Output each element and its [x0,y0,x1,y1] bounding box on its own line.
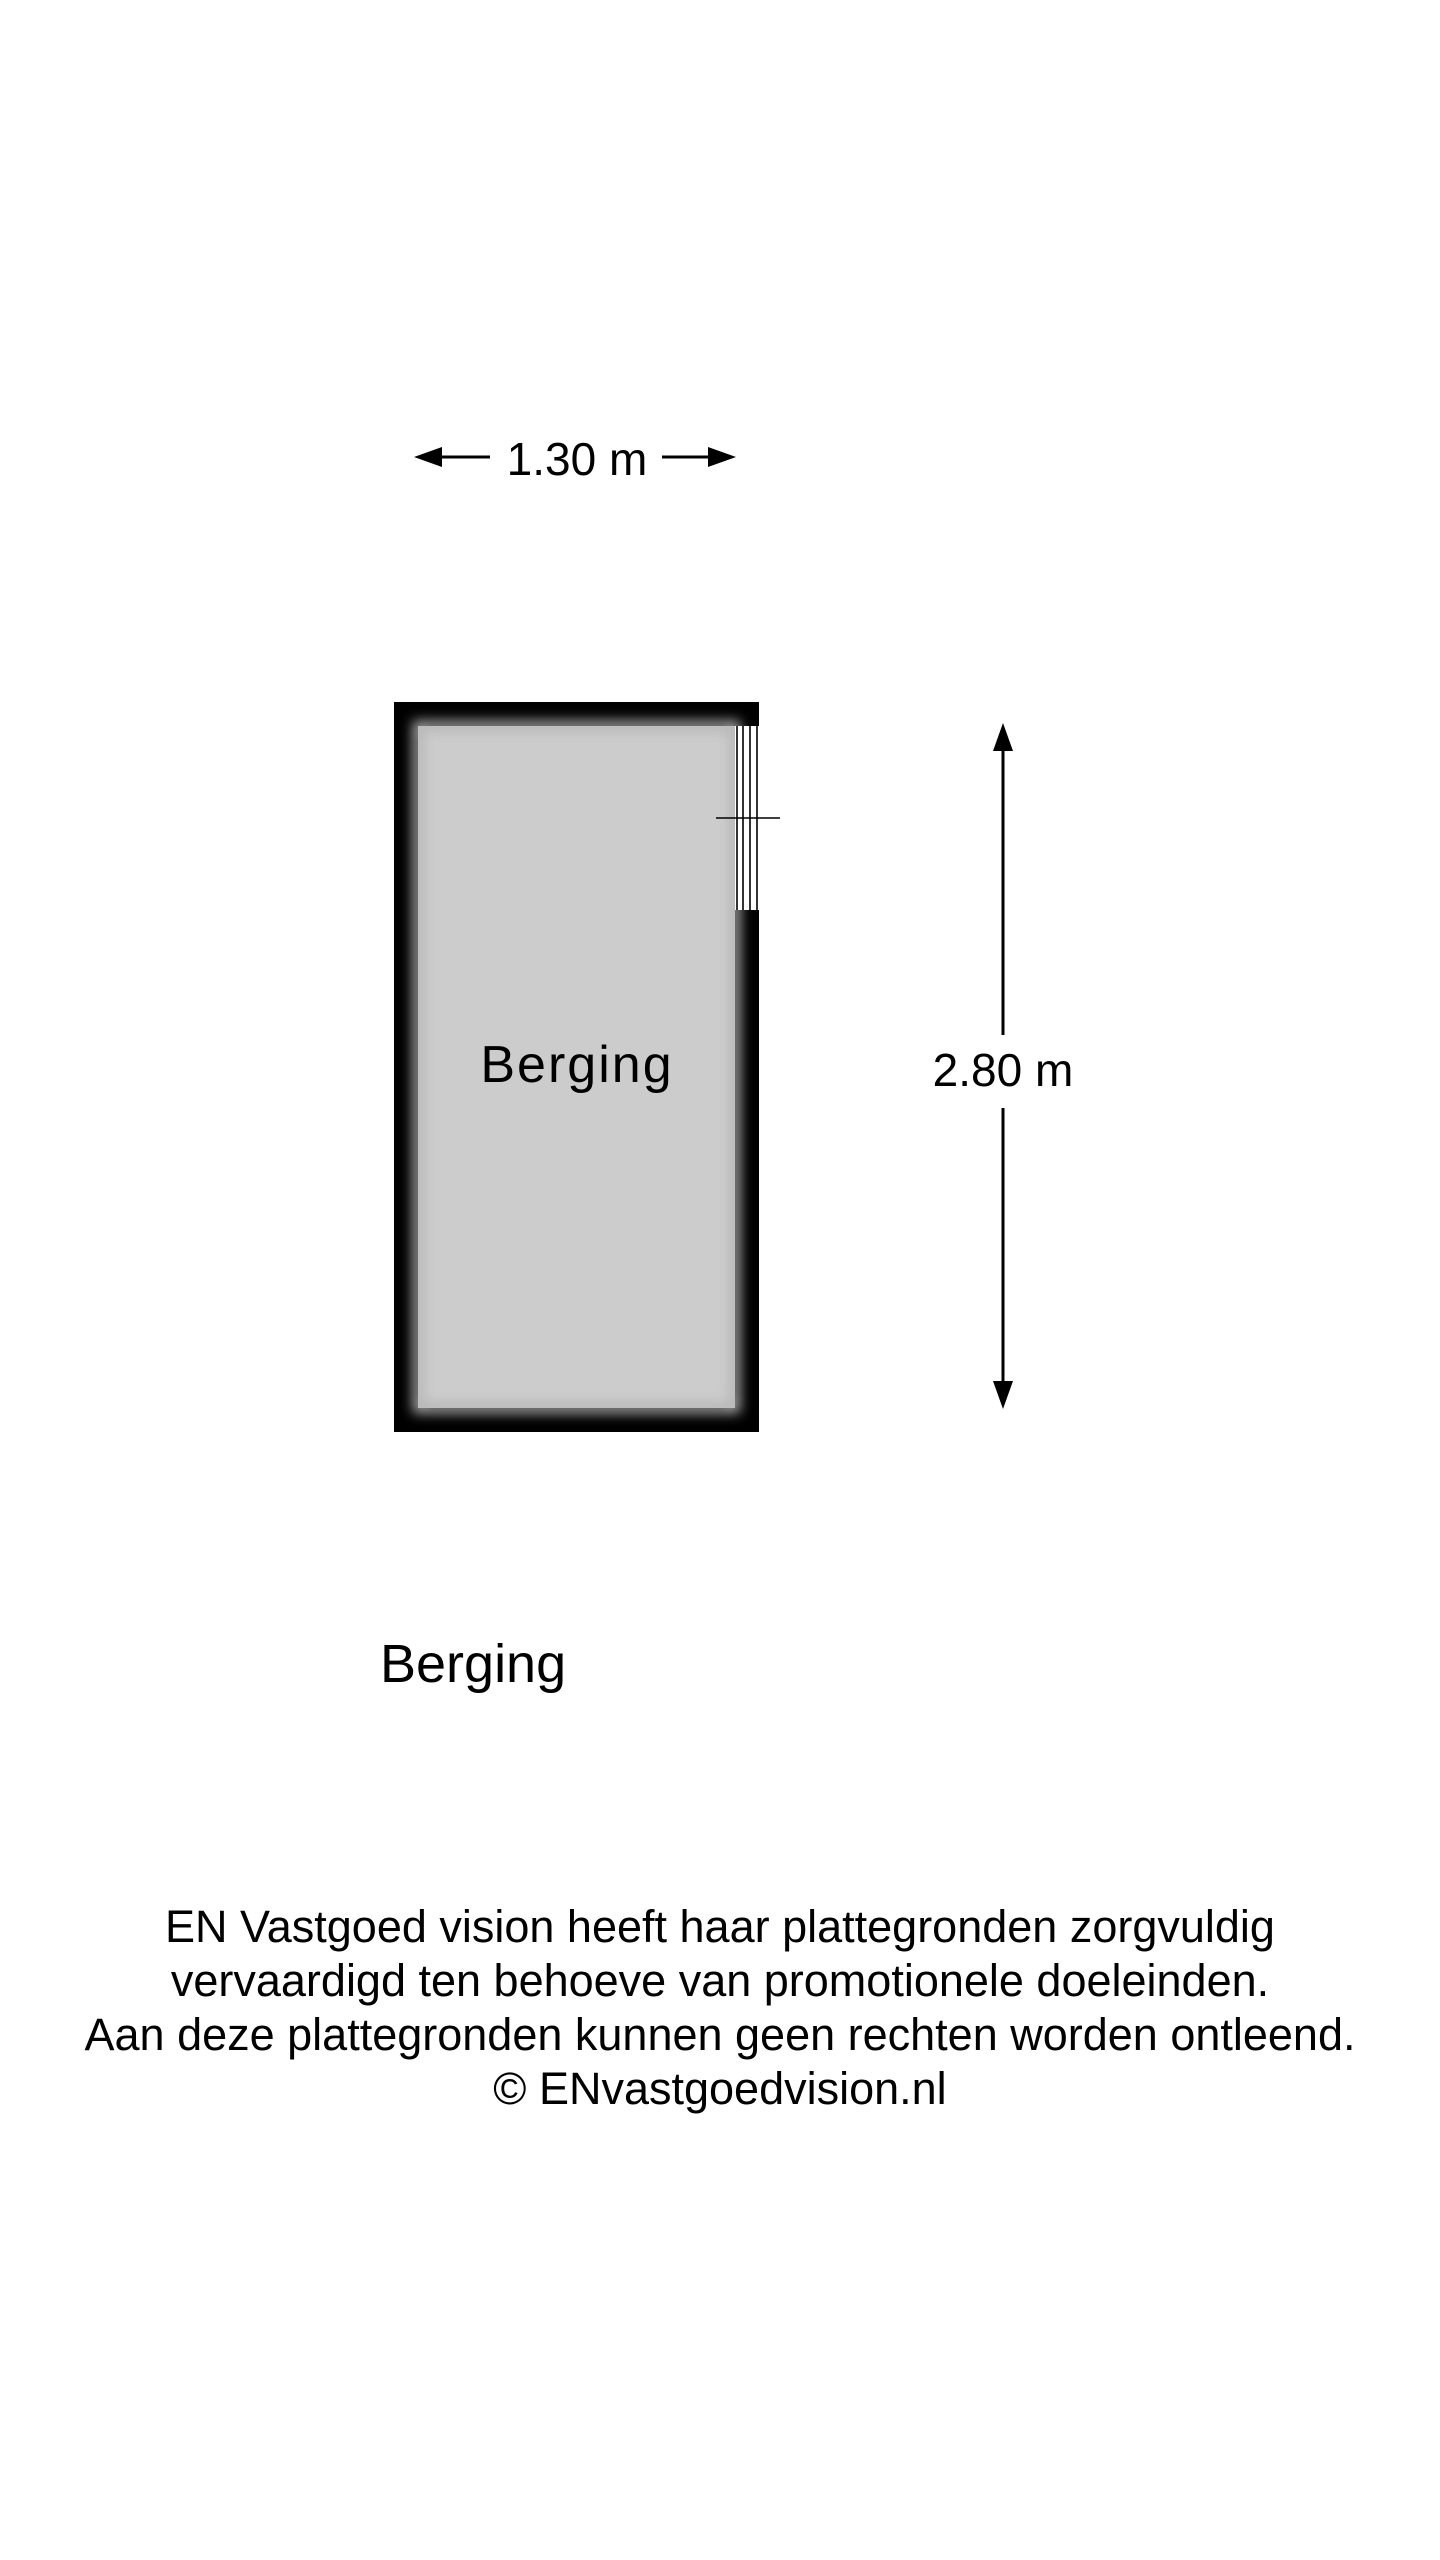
disclaimer [0,1900,1440,2116]
room-label: Berging [480,1036,674,1094]
copyright-line: © ENvastgoedvision.nl [493,2063,947,2114]
room-berging [394,702,780,1432]
width-dimension-label: 1.30 m [506,433,648,485]
height-arrowhead-top [993,723,1013,751]
width-arrowhead-right [708,447,736,467]
floor-caption: Berging [380,1634,567,1694]
disclaimer-line: vervaardigd ten behoeve van promotionele doeleinden. [170,1955,1270,2006]
height-dimension-label: 2.80 m [932,1044,1074,1096]
width-dimension [414,433,736,485]
width-arrowhead-left [414,447,442,467]
height-arrowhead-bottom [993,1381,1013,1409]
disclaimer-line: EN Vastgoed vision heeft haar plattegronden zorgvuldig [165,1901,1275,1952]
height-dimension [933,723,1074,1409]
disclaimer-line: Aan deze plattegronden kunnen geen rechten worden ontleend. [84,2009,1356,2060]
